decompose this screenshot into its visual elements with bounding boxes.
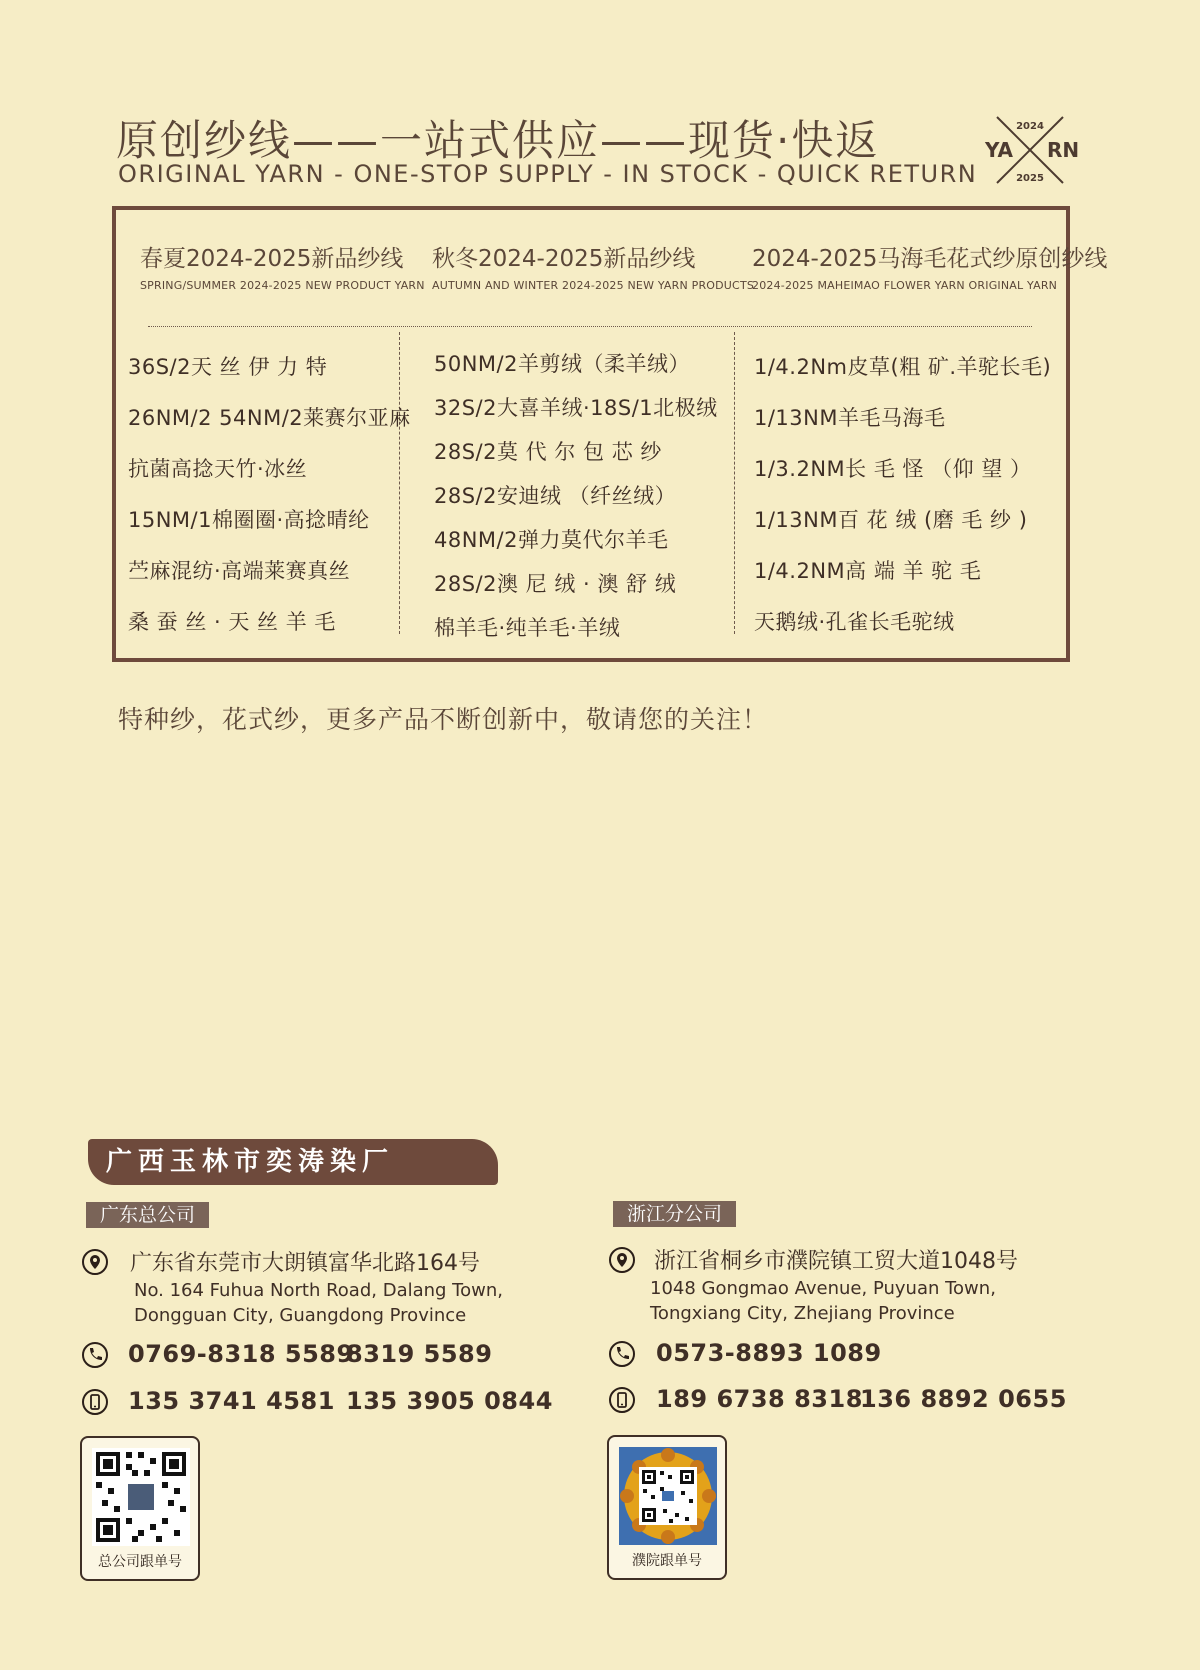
address-en-line1: 1048 Gongmao Avenue, Puyuan Town,: [650, 1278, 996, 1299]
address-zh: 广东省东莞市大朗镇富华北路164号: [130, 1251, 480, 1276]
location-pin-icon: [81, 1248, 109, 1276]
column-header-mohair: [752, 240, 1107, 292]
telephone-icon: [608, 1340, 636, 1368]
product-panel: [112, 206, 1108, 662]
list-item: 1/13NM羊毛马海毛: [754, 406, 946, 430]
column-title-en: SPRING/SUMMER 2024-2025 NEW PRODUCT YARN: [140, 279, 425, 292]
column-title-zh: 春夏2024-2025新品纱线: [140, 246, 404, 272]
list-item: 天鹅绒·孔雀长毛驼绒: [754, 610, 955, 634]
address-en-line1: No. 164 Fuhua North Road, Dalang Town,: [134, 1280, 503, 1301]
column-title-en: 2024-2025 MAHEIMAO FLOWER YARN ORIGINAL YARN: [752, 279, 1058, 292]
list-item: 1/13NM百 花 绒 (磨 毛 纱 ): [754, 508, 1028, 532]
list-item: 棉羊毛·纯羊毛·羊绒: [434, 616, 621, 640]
list-item: 50NM/2羊剪绒（柔羊绒）: [434, 352, 690, 376]
logo-right: RN: [1047, 138, 1080, 162]
list-item: 1/3.2NM长 毛 怪 （仰 望 ）: [754, 457, 1032, 481]
page-subtitle: ORIGINAL YARN - ONE-STOP SUPPLY - IN STOCK - QUICK RETURN: [118, 160, 978, 188]
list-item: 抗菌高捻天竹·冰丝: [128, 457, 308, 481]
column-title-en: AUTUMN AND WINTER 2024-2025 NEW YARN PRODUCTS: [432, 279, 755, 292]
location-pin-icon: [608, 1246, 636, 1274]
list-item: 28S/2安迪绒 （纤丝绒）: [434, 484, 677, 508]
telephone-icon: [81, 1341, 109, 1369]
mobile-phone-icon: [608, 1386, 636, 1414]
telephone-number: 0769-8318 5589: [128, 1340, 354, 1368]
column-title-zh: 2024-2025马海毛花式纱原创纱线: [752, 246, 1108, 272]
address-en-line2: Dongguan City, Guangdong Province: [134, 1305, 467, 1326]
list-item: 26NM/2 54NM/2莱赛尔亚麻: [128, 406, 411, 430]
logo-year-bottom: 2025: [1016, 173, 1044, 184]
mobile-number: 189 6738 8318: [656, 1385, 863, 1413]
divider: [148, 326, 1032, 327]
logo-year-top: 2024: [1016, 121, 1044, 132]
address-en-line2: Tongxiang City, Zhejiang Province: [650, 1303, 955, 1324]
telephone-number: 8319 5589: [346, 1340, 493, 1368]
column-header-autumn: [432, 240, 754, 292]
qr-code-icon: [619, 1447, 717, 1545]
list-item: 36S/2天 丝 伊 力 特: [128, 355, 328, 379]
column-header-spring: [140, 240, 425, 292]
office-tag-guangdong: 广东总公司: [86, 1202, 209, 1228]
list-item: 32S/2大喜羊绒·18S/1北极绒: [434, 396, 718, 420]
product-list-spring: [128, 342, 411, 648]
column-divider: [734, 332, 735, 634]
list-item: 1/4.2Nm皮草(粗 矿.羊驼长毛): [754, 355, 1052, 379]
list-item: 28S/2莫 代 尔 包 芯 纱: [434, 440, 662, 464]
yarn-logo: [984, 115, 1080, 185]
list-item: 苎麻混纺·高端莱赛真丝: [128, 559, 351, 583]
list-item: 28S/2澳 尼 绒 · 澳 舒 绒: [434, 572, 677, 596]
list-item: 48NM/2弹力莫代尔羊毛: [434, 528, 669, 552]
page-title: 原创纱线——一站式供应——现货·快返: [116, 116, 880, 165]
innovation-note: 特种纱，花式纱，更多产品不断创新中，敬请您的关注！: [118, 705, 769, 734]
address-zh: 浙江省桐乡市濮院镇工贸大道1048号: [654, 1249, 1018, 1274]
mobile-phone-icon: [81, 1388, 109, 1416]
mobile-number: 136 8892 0655: [860, 1385, 1067, 1413]
logo-left: YA: [984, 138, 1013, 162]
qr-code-icon: [92, 1448, 190, 1546]
list-item: 桑 蚕 丝 · 天 丝 羊 毛: [128, 610, 336, 634]
list-item: 1/4.2NM高 端 羊 驼 毛: [754, 559, 982, 583]
mobile-number: 135 3905 0844: [346, 1387, 553, 1415]
qr-card-zhejiang: [607, 1435, 727, 1580]
qr-card-guangdong: [80, 1436, 200, 1581]
qr-caption: 濮院跟单号: [632, 1553, 702, 1569]
telephone-number: 0573-8893 1089: [656, 1339, 882, 1367]
column-title-zh: 秋冬2024-2025新品纱线: [432, 246, 696, 272]
qr-caption: 总公司跟单号: [98, 1554, 182, 1570]
product-list-mohair: [754, 342, 1051, 648]
office-tag-zhejiang: 浙江分公司: [613, 1201, 736, 1227]
list-item: 15NM/1棉圈圈·高捻晴纶: [128, 508, 370, 532]
factory-name-banner: 广西玉林市奕涛染厂: [88, 1139, 498, 1185]
product-list-autumn: [434, 342, 718, 650]
mobile-number: 135 3741 4581: [128, 1387, 335, 1415]
